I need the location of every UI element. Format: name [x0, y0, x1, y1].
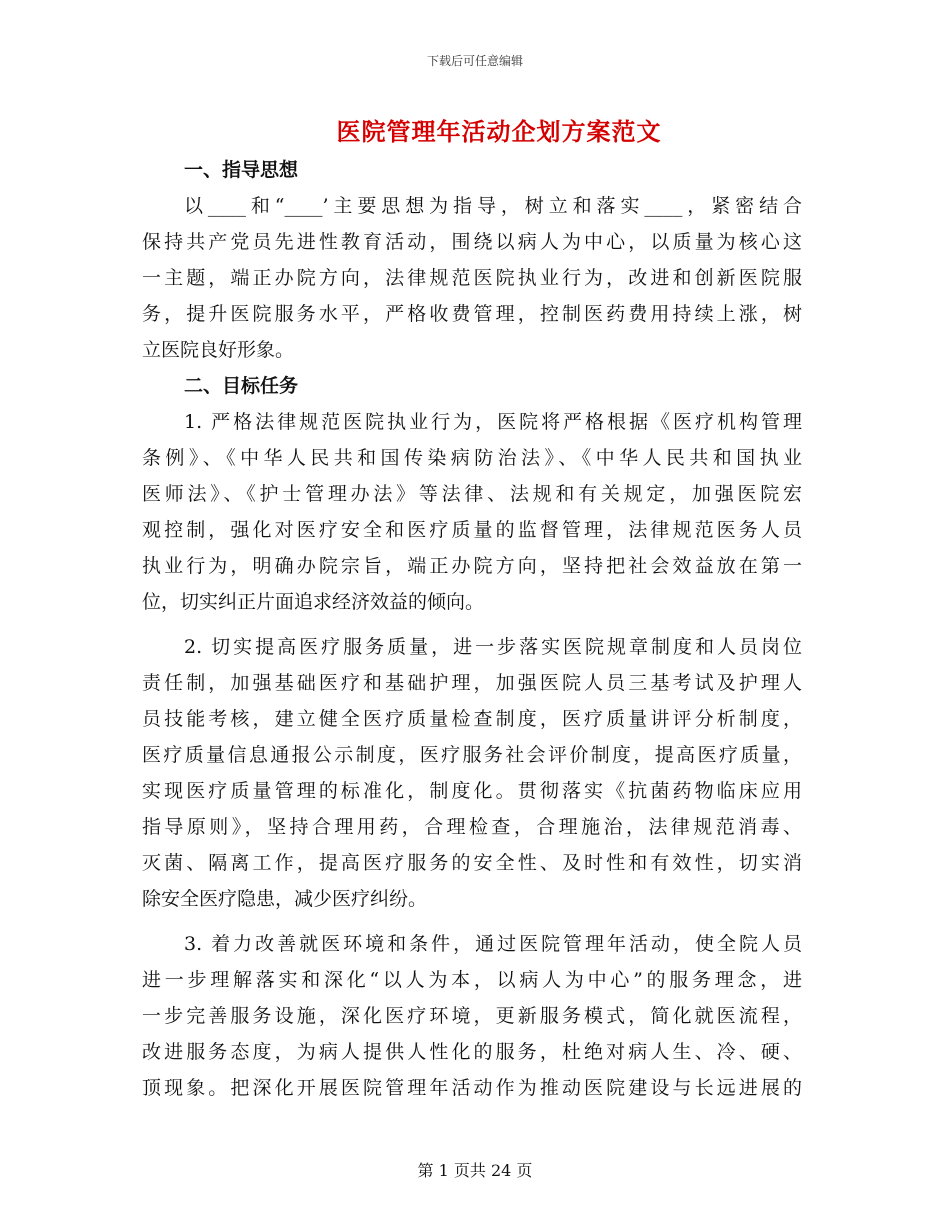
paragraph-gap [142, 620, 802, 629]
text-line: 指导原则》，坚持合理用药，合理检查，合理施治，法律规范消毒、 [142, 816, 802, 838]
text-line: 灭菌、隔离工作，提高医疗服务的安全性、及时性和有效性，切实消 [142, 852, 802, 874]
paragraph-task-3 [142, 926, 802, 1106]
text-line: 责任制，加强基础医疗和基础护理，加强医院人员三基考试及护理人 [142, 672, 802, 694]
page-number-footer: 第 1 页共 24 页 [417, 1161, 533, 1180]
text-line: 观控制，强化对医疗安全和医疗质量的监督管理，法律规范医务人员 [142, 519, 802, 541]
text-line: 医师法》、《护士管理办法》等法律、法规和有关规定，加强医院宏 [142, 483, 802, 505]
text-line: 除安全医疗隐患，减少医疗纠纷。 [142, 888, 428, 910]
text-line: 一主题，端正办院方向，法律规范医院执业行为，改进和创新医院服 [142, 267, 802, 289]
paragraph-guiding-ideology [142, 188, 802, 368]
text-line: 改进服务态度，为病人提供人性化的服务，杜绝对病人生、冷、硬、 [142, 1041, 802, 1063]
text-line: 以____和“____’主要思想为指导，树立和落实____，紧密结合 [184, 195, 802, 217]
text-line: 执业行为，明确办院宗旨，端正办院方向，坚持把社会效益放在第一 [142, 555, 802, 577]
document-body [142, 152, 802, 1106]
text-line: 顶现象。把深化开展医院管理年活动作为推动医院建设与长远进展的 [142, 1077, 802, 1099]
text-line: 务，提升医院服务水平，严格收费管理，控制医药费用持续上涨，树 [142, 303, 802, 325]
text-line: 位，切实纠正片面追求经济效益的倾向。 [142, 591, 485, 613]
text-line: 2. 切实提高医疗服务质量，进一步落实医院规章制度和人员岗位 [184, 636, 802, 658]
document-title: 医院管理年活动企划方案范文 [336, 118, 662, 146]
section-heading-target-tasks: 二、目标任务 [184, 375, 299, 397]
text-line: 条例》、《中华人民共和国传染病防治法》、《中华人民共和国执业 [142, 447, 802, 469]
text-line: 3. 着力改善就医环境和条件，通过医院管理年活动，使全院人员 [184, 933, 802, 955]
text-line: 实现医疗质量管理的标准化，制度化。贯彻落实《抗菌药物临床应用 [142, 780, 802, 802]
text-line: 医疗质量信息通报公示制度，医疗服务社会评价制度，提高医疗质量， [142, 744, 802, 766]
section-heading-guiding-ideology: 一、指导思想 [184, 159, 299, 181]
text-line: 一步完善服务设施，深化医疗环境，更新服务模式，简化就医流程， [142, 1005, 802, 1027]
text-line: 保持共产党员先进性教育活动，围绕以病人为中心，以质量为核心这 [142, 231, 802, 253]
paragraph-task-1 [142, 404, 802, 620]
header-note: 下载后可任意编辑 [426, 54, 523, 68]
paragraph-gap [142, 917, 802, 926]
text-line: 员技能考核，建立健全医疗质量检查制度，医疗质量讲评分析制度， [142, 708, 802, 730]
text-line: 1. 严格法律规范医院执业行为，医院将严格根据《医疗机构管理 [184, 411, 802, 433]
text-line: 进一步理解落实和深化“以人为本，以病人为中心”的服务理念，进 [142, 969, 802, 991]
paragraph-task-2 [142, 629, 802, 917]
text-line: 立医院良好形象。 [142, 339, 295, 361]
